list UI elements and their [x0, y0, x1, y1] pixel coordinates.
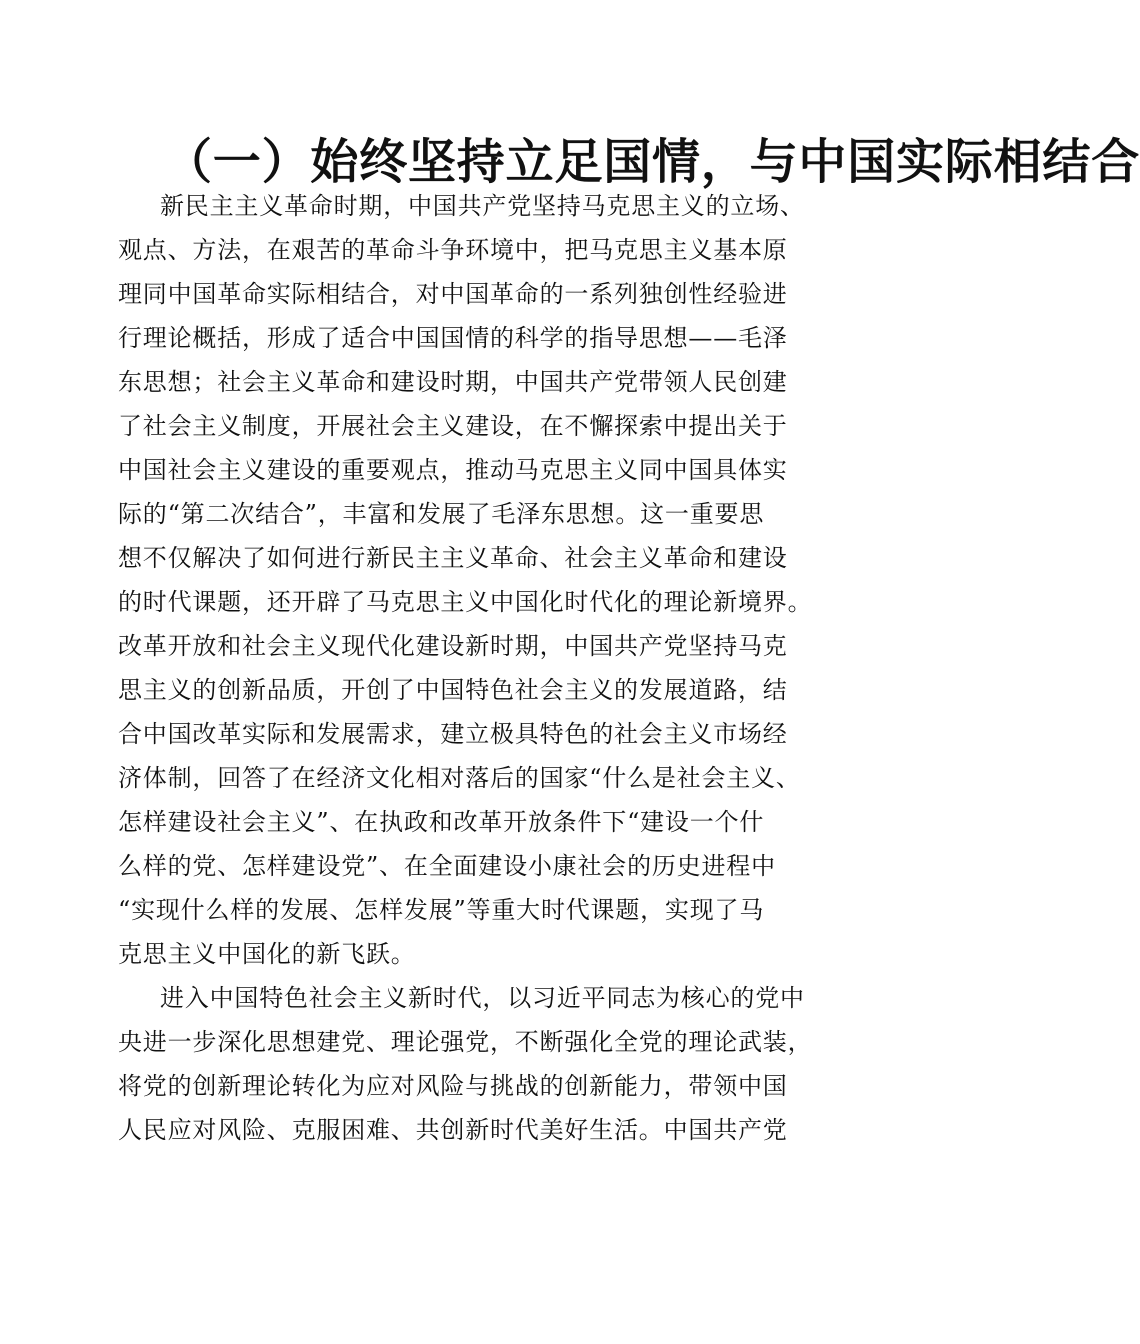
paragraph-1	[118, 184, 848, 976]
paragraph-1-line: 际的“第二次结合”，丰富和发展了毛泽东思想。这一重要思	[118, 500, 765, 528]
paragraph-1-line: 克思主义中国化的新飞跃。	[118, 940, 416, 968]
paragraph-1-line: 行理论概括，形成了适合中国国情的科学的指导思想——毛泽	[118, 324, 788, 352]
paragraph-2-line: 将党的创新理论转化为应对风险与挑战的创新能力，带领中国	[118, 1072, 788, 1100]
document-body	[118, 134, 1140, 1152]
paragraph-2-line: 人民应对风险、克服困难、共创新时代美好生活。中国共产党	[118, 1116, 788, 1144]
paragraph-1-line: 合中国改革实际和发展需求，建立极具特色的社会主义市场经	[118, 720, 788, 748]
paragraph-2	[118, 976, 848, 1152]
paragraph-1-line: 观点、方法，在艰苦的革命斗争环境中，把马克思主义基本原	[118, 236, 788, 264]
paragraph-1-line: “实现什么样的发展、怎样发展”等重大时代课题，实现了马	[118, 896, 765, 924]
paragraph-1-line: 新民主主义革命时期，中国共产党坚持马克思主义的立场、	[160, 192, 805, 220]
paragraph-1-line: 理同中国革命实际相结合，对中国革命的一系列独创性经验进	[118, 280, 788, 308]
paragraph-1-line: 么样的党、怎样建设党”、在全面建设小康社会的历史进程中	[118, 852, 776, 880]
paragraph-1-line: 中国社会主义建设的重要观点，推动马克思主义同中国具体实	[118, 456, 788, 484]
paragraph-1-line: 改革开放和社会主义现代化建设新时期，中国共产党坚持马克	[118, 632, 788, 660]
paragraph-1-line: 济体制，回答了在经济文化相对落后的国家“什么是社会主义、	[118, 764, 801, 792]
section-heading: （一）始终坚持立足国情，与中国实际相结合	[164, 134, 1140, 190]
paragraph-1-line: 了社会主义制度，开展社会主义建设，在不懈探索中提出关于	[118, 412, 788, 440]
paragraph-1-line: 想不仅解决了如何进行新民主主义革命、社会主义革命和建设	[118, 544, 788, 572]
paragraph-1-line: 东思想；社会主义革命和建设时期，中国共产党带领人民创建	[118, 368, 788, 396]
paragraph-2-line: 央进一步深化思想建党、理论强党，不断强化全党的理论武装，	[118, 1028, 813, 1056]
paragraph-1-line: 思主义的创新品质，开创了中国特色社会主义的发展道路，结	[118, 676, 788, 704]
paragraph-1-line: 的时代课题，还开辟了马克思主义中国化时代化的理论新境界。	[118, 588, 813, 616]
paragraph-1-line: 怎样建设社会主义”、在执政和改革开放条件下“建设一个什	[118, 808, 765, 836]
paragraph-2-line: 进入中国特色社会主义新时代，以习近平同志为核心的党中	[160, 984, 805, 1012]
